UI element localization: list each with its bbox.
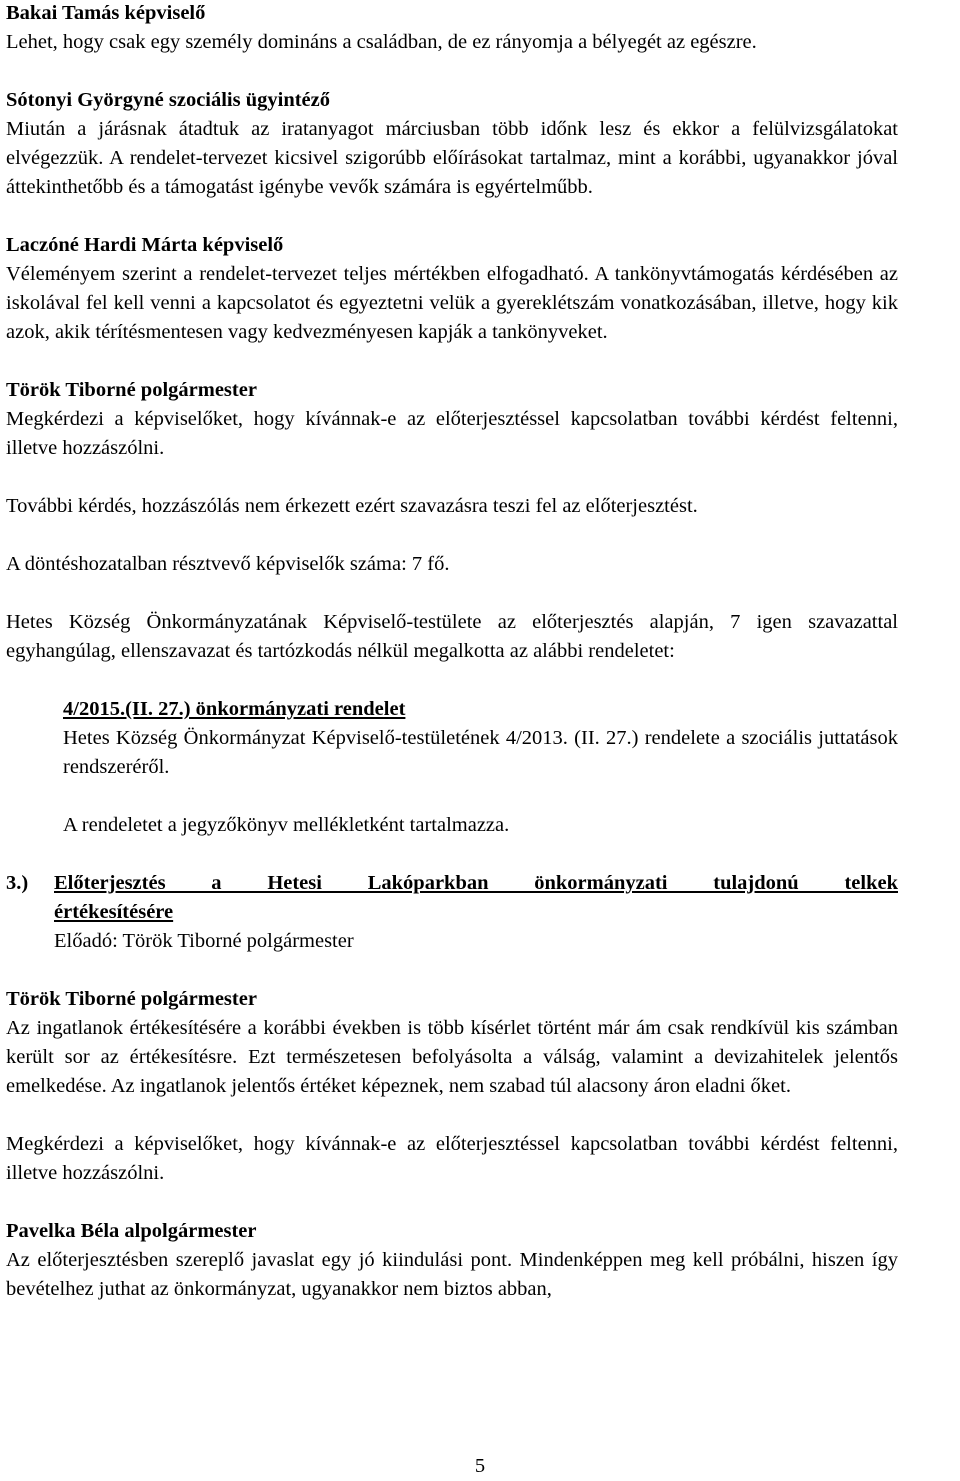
agenda-item — [6, 869, 898, 956]
agenda-item-title-cont: értékesítésére — [54, 901, 174, 923]
paragraph: További kérdés, hozzászólás nem érkezett ezért szavazásra teszi fel az előterjesztést. — [6, 495, 698, 517]
decree-block — [63, 695, 898, 840]
speaker-name: Török Tiborné polgármester — [6, 988, 257, 1010]
speaker-name: Laczóné Hardi Márta képviselő — [6, 234, 284, 256]
speaker-name: Bakai Tamás képviselő — [6, 2, 206, 24]
paragraph: Lehet, hogy csak egy személy domináns a családban, de ez rányomja a bélyegét az egészre. — [6, 31, 757, 53]
paragraph: Megkérdezi a képviselőket, hogy kívánnak-e az előterjesztéssel kapcsolatban további kérdést feltenni, illetve hozzászólni. — [6, 408, 898, 459]
agenda-item-presenter: Előadó: Török Tiborné polgármester — [54, 930, 354, 952]
resolution-paragraph: Hetes Község Önkormányzatának Képviselő-testülete az előterjesztés alapján, 7 igen szavazattal egyhangúlag, ellenszavazat és tartózkodás nélkül megalkotta az alábbi rendeletet: — [6, 611, 898, 662]
paragraph: Miután a járásnak átadtuk az iratanyagot márciusban több időnk lesz és ekkor a felülvizsgálatokat elvégezzük. A rendelet-tervezet kicsivel szigorúbb előírásokat tartalmaz, mint a korábbi, ugyanakkor jóval áttekinthetőbb és a támogatást igénybe vevők számára is egyértelműbb. — [6, 118, 898, 198]
decree-title: 4/2015.(II. 27.) önkormányzati rendelet — [63, 698, 406, 720]
speaker-name: Pavelka Béla alpolgármester — [6, 1220, 257, 1242]
decree-annex-note: A rendeletet a jegyzőkönyv mellékletként tartalmazza. — [63, 814, 510, 836]
paragraph: Véleményem szerint a rendelet-tervezet teljes mértékben elfogadható. A tankönyvtámogatás kérdésében az iskolával fel kell venni a kapcsolatot és egyeztetni velük a gyereklétszám vonatkozásában, illetve, hogy kik azok, akik térítésmentesen vagy kedvezményesen kapják a tankönyveket. — [6, 263, 898, 343]
vote-count: A döntéshozatalban résztvevő képviselők száma: 7 fő. — [6, 553, 450, 575]
agenda-item-title: Előterjesztés a Hetesi Lakóparkban önkormányzati tulajdonú telkek — [54, 872, 898, 894]
paragraph: Az előterjesztésben szereplő javaslat egy jó kiindulási pont. Mindenképpen meg kell próbálni, hiszen így bevételhez juthat az önkormányzat, ugyanakkor nem biztos abban, — [6, 1249, 898, 1300]
speaker-name: Sótonyi Györgyné szociális ügyintéző — [6, 89, 331, 111]
agenda-item-number: 3.) — [6, 872, 29, 894]
paragraph: Megkérdezi a képviselőket, hogy kívánnak-e az előterjesztéssel kapcsolatban további kérdést feltenni, illetve hozzászólni. — [6, 1133, 898, 1184]
speaker-name: Török Tiborné polgármester — [6, 379, 257, 401]
paragraph: Az ingatlanok értékesítésére a korábbi években is több kísérlet történt már ám csak rendkívül kis számban került sor az értékesítésre. Ezt természetesen befolyásolta a válság, valamint a devizahitelek jelentős emelkedése. Az ingatlanok jelentős értéket képeznek, nem szabad túl alacsony áron eladni őket. — [6, 1017, 898, 1097]
document-page — [6, 0, 898, 1304]
page-number: 5 — [474, 1455, 486, 1477]
decree-text: Hetes Község Önkormányzat Képviselő-testületének 4/2013. (II. 27.) rendelete a szociális juttatások rendszeréről. — [63, 727, 898, 778]
